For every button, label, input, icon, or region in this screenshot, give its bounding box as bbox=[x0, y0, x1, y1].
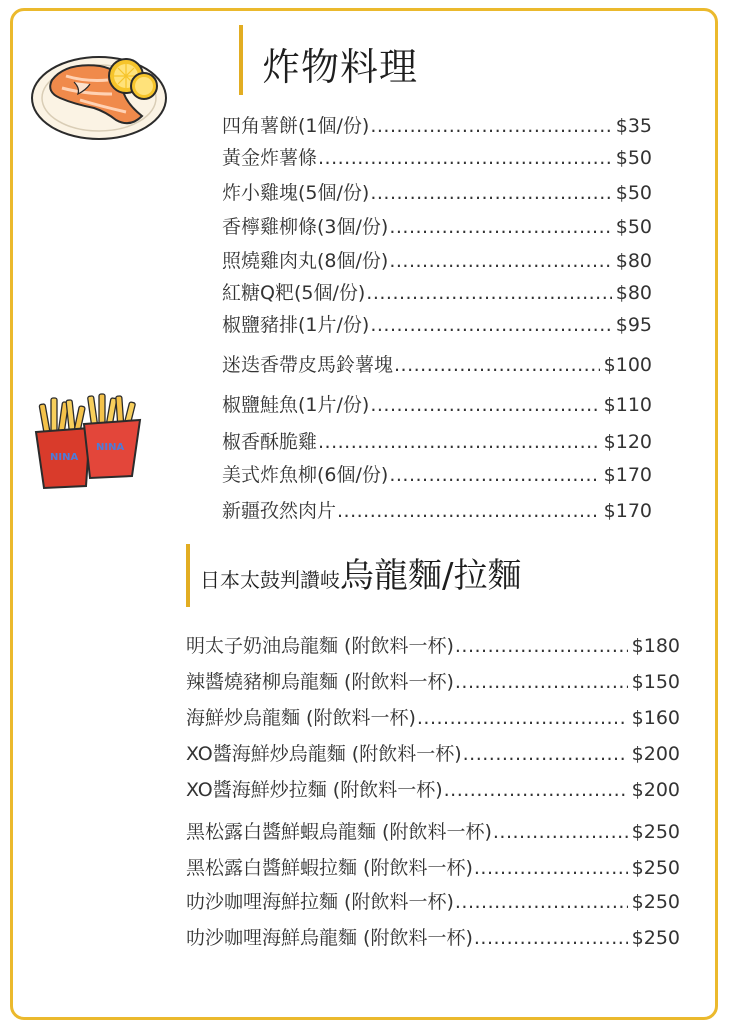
menu-item-price: $200 bbox=[631, 779, 680, 801]
menu-item-name: 黑松露白醬鮮蝦烏龍麵 (附飲料一杯) bbox=[186, 821, 492, 843]
menu-item-name: 叻沙咖哩海鮮烏龍麵 (附飲料一杯) bbox=[186, 927, 473, 949]
dot-leader bbox=[318, 431, 600, 453]
menu-item-name: 香檸雞柳條(3個/份) bbox=[222, 216, 389, 238]
section2-title-big: 烏龍麵/拉麵 bbox=[340, 556, 522, 596]
menu-item-price: $250 bbox=[631, 891, 680, 913]
menu-item bbox=[186, 817, 680, 844]
menu-item bbox=[222, 246, 652, 273]
menu-item-price: $110 bbox=[603, 394, 652, 416]
menu-item-name: 椒香酥脆雞 bbox=[222, 431, 318, 453]
dot-leader bbox=[463, 743, 628, 765]
menu-item-name: 海鮮炒烏龍麵 (附飲料一杯) bbox=[186, 707, 416, 729]
dot-leader bbox=[389, 464, 599, 486]
menu-item-price: $250 bbox=[631, 927, 680, 949]
dot-leader bbox=[455, 671, 628, 693]
menu-item-name: 椒鹽豬排(1片/份) bbox=[222, 314, 370, 336]
fries-box-text: NINA bbox=[50, 452, 79, 463]
dot-leader bbox=[370, 314, 611, 336]
menu-item-price: $95 bbox=[615, 314, 652, 336]
menu-item-price: $50 bbox=[615, 147, 652, 169]
menu-item bbox=[186, 887, 680, 914]
menu-item bbox=[222, 111, 652, 138]
menu-item bbox=[186, 923, 680, 950]
section2-title-small: 日本太鼓判讚岐 bbox=[200, 568, 340, 592]
menu-item-price: $170 bbox=[603, 464, 652, 486]
menu-item-price: $170 bbox=[603, 500, 652, 522]
menu-item bbox=[222, 460, 652, 487]
menu-item bbox=[186, 703, 680, 730]
dot-leader bbox=[370, 394, 599, 416]
menu-item-name: 照燒雞肉丸(8個/份) bbox=[222, 250, 389, 272]
dot-leader bbox=[474, 857, 628, 879]
menu-item-price: $50 bbox=[615, 182, 652, 204]
dot-leader bbox=[370, 182, 611, 204]
section2-accent-bar bbox=[186, 544, 190, 607]
dot-leader bbox=[318, 147, 612, 169]
section1-title: 炸物料理 bbox=[262, 45, 419, 89]
menu-item-price: $160 bbox=[631, 707, 680, 729]
menu-item-price: $180 bbox=[631, 635, 680, 657]
menu-item bbox=[222, 212, 652, 239]
menu-item-name: 辣醬燒豬柳烏龍麵 (附飲料一杯) bbox=[186, 671, 454, 693]
dot-leader bbox=[394, 354, 600, 376]
menu-item bbox=[222, 178, 652, 205]
menu-item-name: 四角薯餅(1個/份) bbox=[222, 115, 370, 137]
dot-leader bbox=[474, 927, 628, 949]
menu-item-price: $50 bbox=[615, 216, 652, 238]
menu-item-price: $150 bbox=[631, 671, 680, 693]
fries-illustration bbox=[32, 392, 147, 492]
dot-leader bbox=[493, 821, 628, 843]
menu-item-name: 紅糖Q粑(5個/份) bbox=[222, 282, 366, 304]
menu-item-price: $250 bbox=[631, 821, 680, 843]
menu-item-name: 黑松露白醬鮮蝦拉麵 (附飲料一杯) bbox=[186, 857, 473, 879]
menu-item-price: $80 bbox=[615, 250, 652, 272]
menu-item bbox=[222, 143, 652, 170]
menu-item-name: 新疆孜然肉片 bbox=[222, 500, 337, 522]
menu-item bbox=[222, 390, 652, 417]
menu-item bbox=[186, 739, 680, 766]
menu-item-price: $35 bbox=[615, 115, 652, 137]
menu-item-price: $200 bbox=[631, 743, 680, 765]
menu-item bbox=[186, 853, 680, 880]
menu-item bbox=[222, 350, 652, 377]
menu-item bbox=[186, 775, 680, 802]
menu-item bbox=[222, 310, 652, 337]
menu-item bbox=[222, 496, 652, 523]
dot-leader bbox=[389, 216, 611, 238]
menu-item-name: 迷迭香帶皮馬鈴薯塊 bbox=[222, 354, 394, 376]
menu-item-price: $250 bbox=[631, 857, 680, 879]
salmon-plate-illustration bbox=[30, 50, 170, 142]
dot-leader bbox=[455, 891, 628, 913]
menu-item-name: 炸小雞塊(5個/份) bbox=[222, 182, 370, 204]
menu-item-name: 明太子奶油烏龍麵 (附飲料一杯) bbox=[186, 635, 454, 657]
menu-item-name: XO醬海鮮炒烏龍麵 (附飲料一杯) bbox=[186, 743, 462, 765]
menu-item bbox=[222, 427, 652, 454]
menu-item bbox=[186, 667, 680, 694]
dot-leader bbox=[455, 635, 628, 657]
dot-leader bbox=[366, 282, 611, 304]
menu-item-name: XO醬海鮮炒拉麵 (附飲料一杯) bbox=[186, 779, 443, 801]
section1-accent-bar bbox=[239, 25, 243, 95]
dot-leader bbox=[389, 250, 611, 272]
menu-item-price: $80 bbox=[615, 282, 652, 304]
dot-leader bbox=[337, 500, 600, 522]
menu-item bbox=[222, 278, 652, 305]
menu-item bbox=[186, 631, 680, 658]
section2-title bbox=[200, 548, 521, 597]
menu-item-name: 美式炸魚柳(6個/份) bbox=[222, 464, 389, 486]
menu-item-name: 椒鹽鮭魚(1片/份) bbox=[222, 394, 370, 416]
menu-item-price: $120 bbox=[603, 431, 652, 453]
dot-leader bbox=[370, 115, 611, 137]
dot-leader bbox=[444, 779, 628, 801]
dot-leader bbox=[417, 707, 628, 729]
menu-item-price: $100 bbox=[603, 354, 652, 376]
fries-box-text: NINA bbox=[96, 442, 125, 453]
menu-item-name: 黃金炸薯條 bbox=[222, 147, 318, 169]
menu-item-name: 叻沙咖哩海鮮拉麵 (附飲料一杯) bbox=[186, 891, 454, 913]
